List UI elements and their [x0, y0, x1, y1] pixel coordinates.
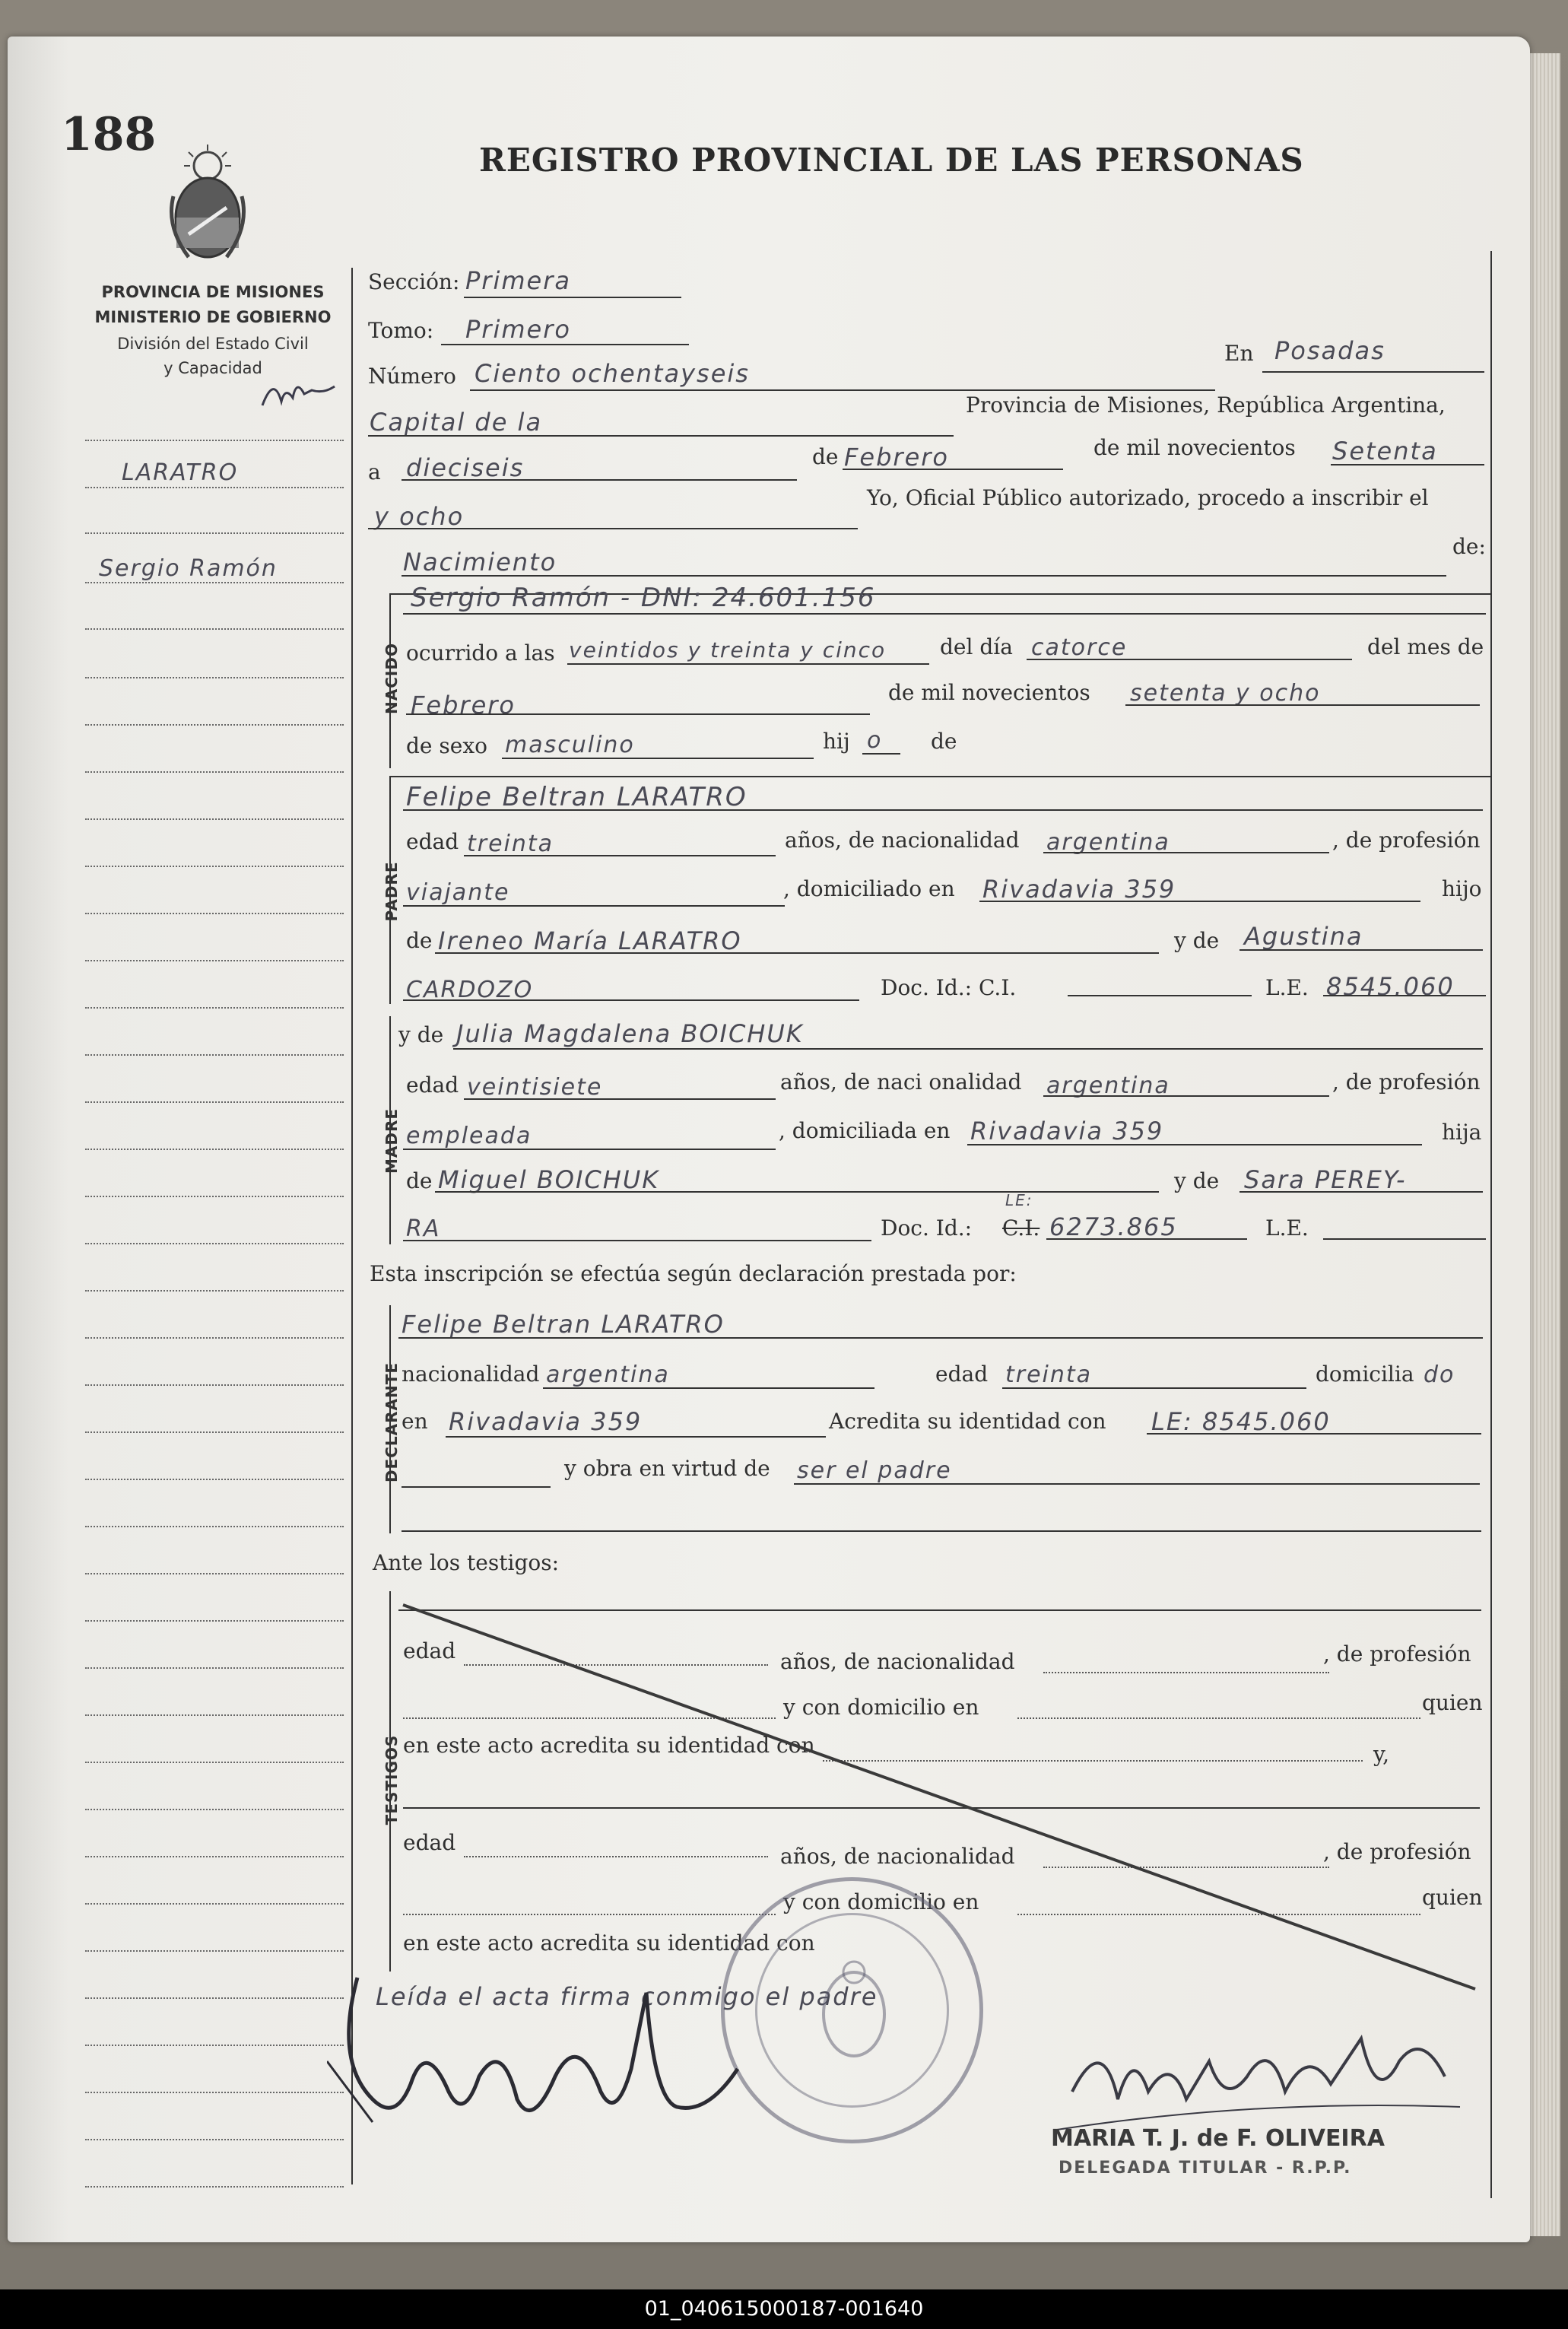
- madre-doc-struck: C.I.: [1002, 1215, 1040, 1241]
- declarante-en-label: en: [402, 1409, 428, 1434]
- hij-line: [862, 753, 900, 755]
- nacido-dia-line: [1027, 659, 1352, 660]
- testigo1-prof-label: , de profesión: [1323, 1641, 1471, 1667]
- declarante-nac-label: nacionalidad: [402, 1361, 540, 1387]
- nacido-label: NACIDO: [382, 643, 401, 714]
- padre-ci-line: [1068, 995, 1252, 996]
- padre-doc-label: Doc. Id.: C.I.: [881, 975, 1017, 1000]
- right-border: [1490, 251, 1492, 2198]
- tomo-label: Tomo:: [368, 318, 434, 343]
- a-label: a: [368, 459, 381, 485]
- madre-edad-value: veintisiete: [467, 1074, 603, 1101]
- padre-nombre-line: [403, 809, 1483, 811]
- abuelo-materno-value: Miguel BOICHUK: [438, 1165, 660, 1194]
- declarante-edad-label: edad: [935, 1361, 989, 1387]
- del-dia-label: del día: [940, 634, 1013, 659]
- official-seal: [721, 1877, 983, 2143]
- testigo2-edad-label: edad: [403, 1830, 456, 1855]
- madre-nac-line: [1043, 1095, 1329, 1097]
- padre-prof-label: , de profesión: [1332, 828, 1481, 853]
- acto-line: [402, 575, 1446, 577]
- nacido-mil-text: de mil novecientos: [888, 680, 1090, 705]
- declarante-nombre-line: [398, 1337, 1483, 1339]
- seccion-value: Primera: [465, 266, 571, 295]
- closing-phrase: Leída el acta firma conmigo el padre: [376, 1982, 878, 2011]
- padre-de-label: de: [406, 928, 433, 953]
- tomo-line: [441, 344, 689, 345]
- testigo1-acredita-label: en este acto acredita su identidad con: [403, 1733, 815, 1758]
- declarante-acredita-line: [1147, 1433, 1481, 1435]
- padre-nac-label: años, de nacionalidad: [785, 828, 1020, 853]
- padre-nac-line: [1043, 852, 1329, 853]
- de-mes-label: de: [812, 444, 839, 469]
- padre-edad-label: edad: [406, 829, 459, 854]
- dia-value: dieciseis: [406, 453, 525, 482]
- declarante-nac-value: argentina: [546, 1361, 670, 1388]
- madre-le-line: [1323, 1238, 1486, 1240]
- del-mes-label: del mes de: [1367, 634, 1484, 659]
- declarante-edad-value: treinta: [1005, 1361, 1093, 1388]
- testigo2-prof-label: , de profesión: [1323, 1839, 1471, 1864]
- testigo1-edad-label: edad: [403, 1638, 456, 1663]
- hij-label: hij: [823, 729, 850, 754]
- madre-nac-value: argentina: [1046, 1072, 1170, 1099]
- madre-nombre-line: [453, 1048, 1483, 1050]
- declarante-dom-line: [446, 1436, 826, 1438]
- padre-top-line: [389, 776, 1490, 777]
- madre-y-de-label: y de: [398, 1022, 444, 1047]
- declarante-obra-value: ser el padre: [797, 1457, 952, 1484]
- testigo1-nac-label: años, de nacionalidad: [780, 1649, 1015, 1674]
- mes-value: Febrero: [844, 443, 949, 472]
- mil-text: de mil novecientos: [1093, 435, 1296, 460]
- declarante-obra-label: y obra en virtud de: [564, 1456, 770, 1481]
- padre-y-de-label: y de: [1174, 928, 1220, 953]
- abuela-materna-line-2: [403, 1240, 871, 1241]
- declarante-obra-line: [794, 1483, 1480, 1485]
- madre-doc-line: [1046, 1238, 1247, 1240]
- hij-value: o: [867, 727, 883, 754]
- padre-dom-line: [979, 901, 1420, 902]
- padre-prof-value: viajante: [406, 879, 510, 906]
- abuelo-materno-line: [435, 1191, 1159, 1193]
- nacido-mes-value: Febrero: [411, 691, 516, 720]
- declarante-acredita-value: LE: 8545.060: [1151, 1407, 1331, 1436]
- seal-crest-icon: [808, 1953, 900, 2067]
- abuela-materna-line-1: [1239, 1191, 1483, 1193]
- nacido-mes-line: [406, 713, 870, 715]
- dia-line: [402, 479, 797, 481]
- testigos-label: TESTIGOS: [382, 1734, 401, 1825]
- abuelo-paterno-value: Ireneo María LARATRO: [438, 926, 742, 955]
- yo-text: Yo, Oficial Público autorizado, procedo a inscribir el: [867, 485, 1429, 510]
- testigo2-dom-label: y con domicilio en: [783, 1889, 979, 1914]
- coat-of-arms-icon: [166, 143, 249, 265]
- margin-names: Sergio Ramón: [99, 555, 278, 582]
- madre-doc-label: Doc. Id.:: [881, 1215, 973, 1241]
- en-label: En: [1224, 341, 1254, 366]
- madre-dom-line: [967, 1144, 1422, 1145]
- declarante-label: DECLARANTE: [382, 1361, 401, 1483]
- column-separator: [351, 268, 353, 2184]
- ocurrido-label: ocurrido a las: [406, 640, 555, 666]
- anio-line-1: [1331, 464, 1484, 465]
- anio-line-2: [368, 528, 858, 529]
- madre-dom-value: Rivadavia 359: [970, 1117, 1164, 1145]
- madre-doc-inserted: LE:: [1005, 1191, 1033, 1209]
- madre-dom-label: , domiciliada en: [779, 1118, 951, 1143]
- initials-signature: [259, 371, 342, 417]
- nacido-nombre-line: [403, 613, 1486, 615]
- madre-edad-label: edad: [406, 1072, 459, 1098]
- padre-prof-line: [403, 905, 785, 907]
- declarante-bottom-line: [402, 1530, 1481, 1532]
- sexo-value: masculino: [505, 732, 635, 758]
- testigo1-dom-label: y con domicilio en: [783, 1695, 979, 1720]
- side-header-division: División del Estado Civil: [117, 335, 309, 353]
- declarante-blank-line: [402, 1486, 551, 1488]
- sexo-label: de sexo: [406, 733, 487, 758]
- abuela-paterna-value-2: CARDOZO: [406, 977, 534, 1003]
- provincia-text: Provincia de Misiones, República Argentina,: [966, 392, 1446, 418]
- madre-edad-line: [464, 1098, 776, 1100]
- abuela-materna-value-2: RA: [406, 1215, 441, 1242]
- numero-value: Ciento ochentayseis: [475, 359, 750, 388]
- page-stack-edge: [1530, 53, 1560, 2236]
- abuela-paterna-line-1: [1239, 949, 1483, 951]
- official-role: DELEGADA TITULAR - R.P.P.: [1059, 2159, 1352, 2178]
- de-end-label: de:: [1452, 534, 1486, 559]
- testigo1-y-label: y,: [1373, 1742, 1389, 1767]
- testigos-intro: Ante los testigos:: [373, 1550, 560, 1575]
- padre-le-value: 8545.060: [1326, 972, 1455, 1001]
- padre-edad-value: treinta: [467, 831, 554, 857]
- padre-le-label: L.E.: [1265, 975, 1309, 1000]
- declarant-signature: [327, 1947, 753, 2145]
- declarante-nac-line: [543, 1387, 874, 1389]
- official-name: MARIA T. J. de F. OLIVEIRA: [1051, 2125, 1385, 2152]
- official-signature: [1057, 2016, 1468, 2137]
- abuela-paterna-value-1: Agustina: [1244, 922, 1363, 951]
- madre-de-label: de: [406, 1168, 433, 1193]
- madre-prof-label: , de profesión: [1332, 1069, 1481, 1095]
- margin-surname: LARATRO: [122, 459, 239, 486]
- madre-nac-label: años, de naci onalidad: [780, 1069, 1022, 1095]
- padre-nombre-value: Felipe Beltran LARATRO: [406, 782, 747, 812]
- madre-prof-value: empleada: [406, 1123, 532, 1149]
- nacido-nombre-value: Sergio Ramón - DNI: 24.601.156: [411, 583, 876, 613]
- acto-value: Nacimiento: [403, 548, 557, 577]
- seccion-line: [464, 297, 681, 298]
- abuela-materna-value-1: Sara PEREY-: [1244, 1165, 1407, 1194]
- hora-line: [567, 663, 929, 665]
- nacido-dia-value: catorce: [1031, 634, 1128, 661]
- abuelo-paterno-line: [435, 952, 1159, 954]
- declarante-acredita-label: Acredita su identidad con: [829, 1409, 1106, 1434]
- capital-value: Capital de la: [370, 408, 543, 437]
- numero-label: Número: [368, 364, 456, 389]
- padre-nac-value: argentina: [1046, 829, 1170, 856]
- nacido-anio-line: [1125, 704, 1480, 706]
- declarante-edad-line: [1002, 1387, 1306, 1389]
- side-header-capacity: y Capacidad: [163, 359, 262, 377]
- page-number: 188: [61, 108, 157, 161]
- madre-y-de2-label: y de: [1174, 1168, 1220, 1193]
- mes-line: [843, 469, 1063, 470]
- padre-edad-line: [464, 855, 776, 856]
- padre-le-line: [1323, 995, 1486, 996]
- anio-value-2: y ocho: [374, 502, 465, 531]
- en-line: [1262, 371, 1484, 373]
- madre-prof-line: [403, 1149, 776, 1150]
- side-header-ministry: MINISTERIO DE GOBIERNO: [94, 308, 332, 326]
- testigo1-quien-label: quien: [1422, 1690, 1483, 1715]
- madre-nombre-value: Julia Magdalena BOICHUK: [456, 1019, 804, 1048]
- declarante-dom-value: Rivadavia 359: [449, 1407, 643, 1436]
- hora-value: veintidos y treinta y cinco: [569, 637, 887, 662]
- madre-hija-label: hija: [1442, 1120, 1482, 1145]
- image-id-footer: 01_040615000187-001640: [0, 2289, 1568, 2329]
- declarante-domicilia-label: domicilia: [1316, 1361, 1414, 1387]
- madre-le-label: L.E.: [1265, 1215, 1309, 1241]
- anio-value-1: Setenta: [1332, 437, 1438, 465]
- declarante-nombre-value: Felipe Beltran LARATRO: [402, 1310, 725, 1339]
- testigo2-acredita-label: en este acto acredita su identidad con: [403, 1930, 815, 1956]
- declarante-domicilia-suffix: do: [1424, 1361, 1455, 1388]
- padre-dom-label: , domiciliado en: [783, 876, 955, 901]
- padre-label: PADRE: [382, 861, 401, 922]
- page-title: REGISTRO PROVINCIAL DE LAS PERSONAS: [479, 141, 1304, 179]
- padre-dom-value: Rivadavia 359: [982, 875, 1176, 904]
- padre-hijo-label: hijo: [1442, 876, 1482, 901]
- testigo2-nac-label: años, de nacionalidad: [780, 1844, 1015, 1869]
- madre-doc-value: 6273.865: [1049, 1212, 1178, 1241]
- side-header-province: PROVINCIA DE MISIONES: [101, 283, 325, 301]
- sexo-line: [502, 758, 814, 759]
- madre-label: MADRE: [382, 1107, 401, 1174]
- testigo2-quien-label: quien: [1422, 1885, 1483, 1910]
- en-value: Posadas: [1274, 336, 1385, 365]
- capital-line: [368, 435, 954, 437]
- seccion-label: Sección:: [368, 269, 460, 294]
- nacido-anio-value: setenta y ocho: [1130, 680, 1321, 707]
- abuela-paterna-line-2: [403, 999, 859, 1001]
- nacido-de-label: de: [931, 729, 957, 754]
- numero-line: [470, 389, 1215, 391]
- declaracion-text: Esta inscripción se efectúa según declaración prestada por:: [370, 1261, 1017, 1286]
- tomo-value: Primero: [465, 315, 571, 344]
